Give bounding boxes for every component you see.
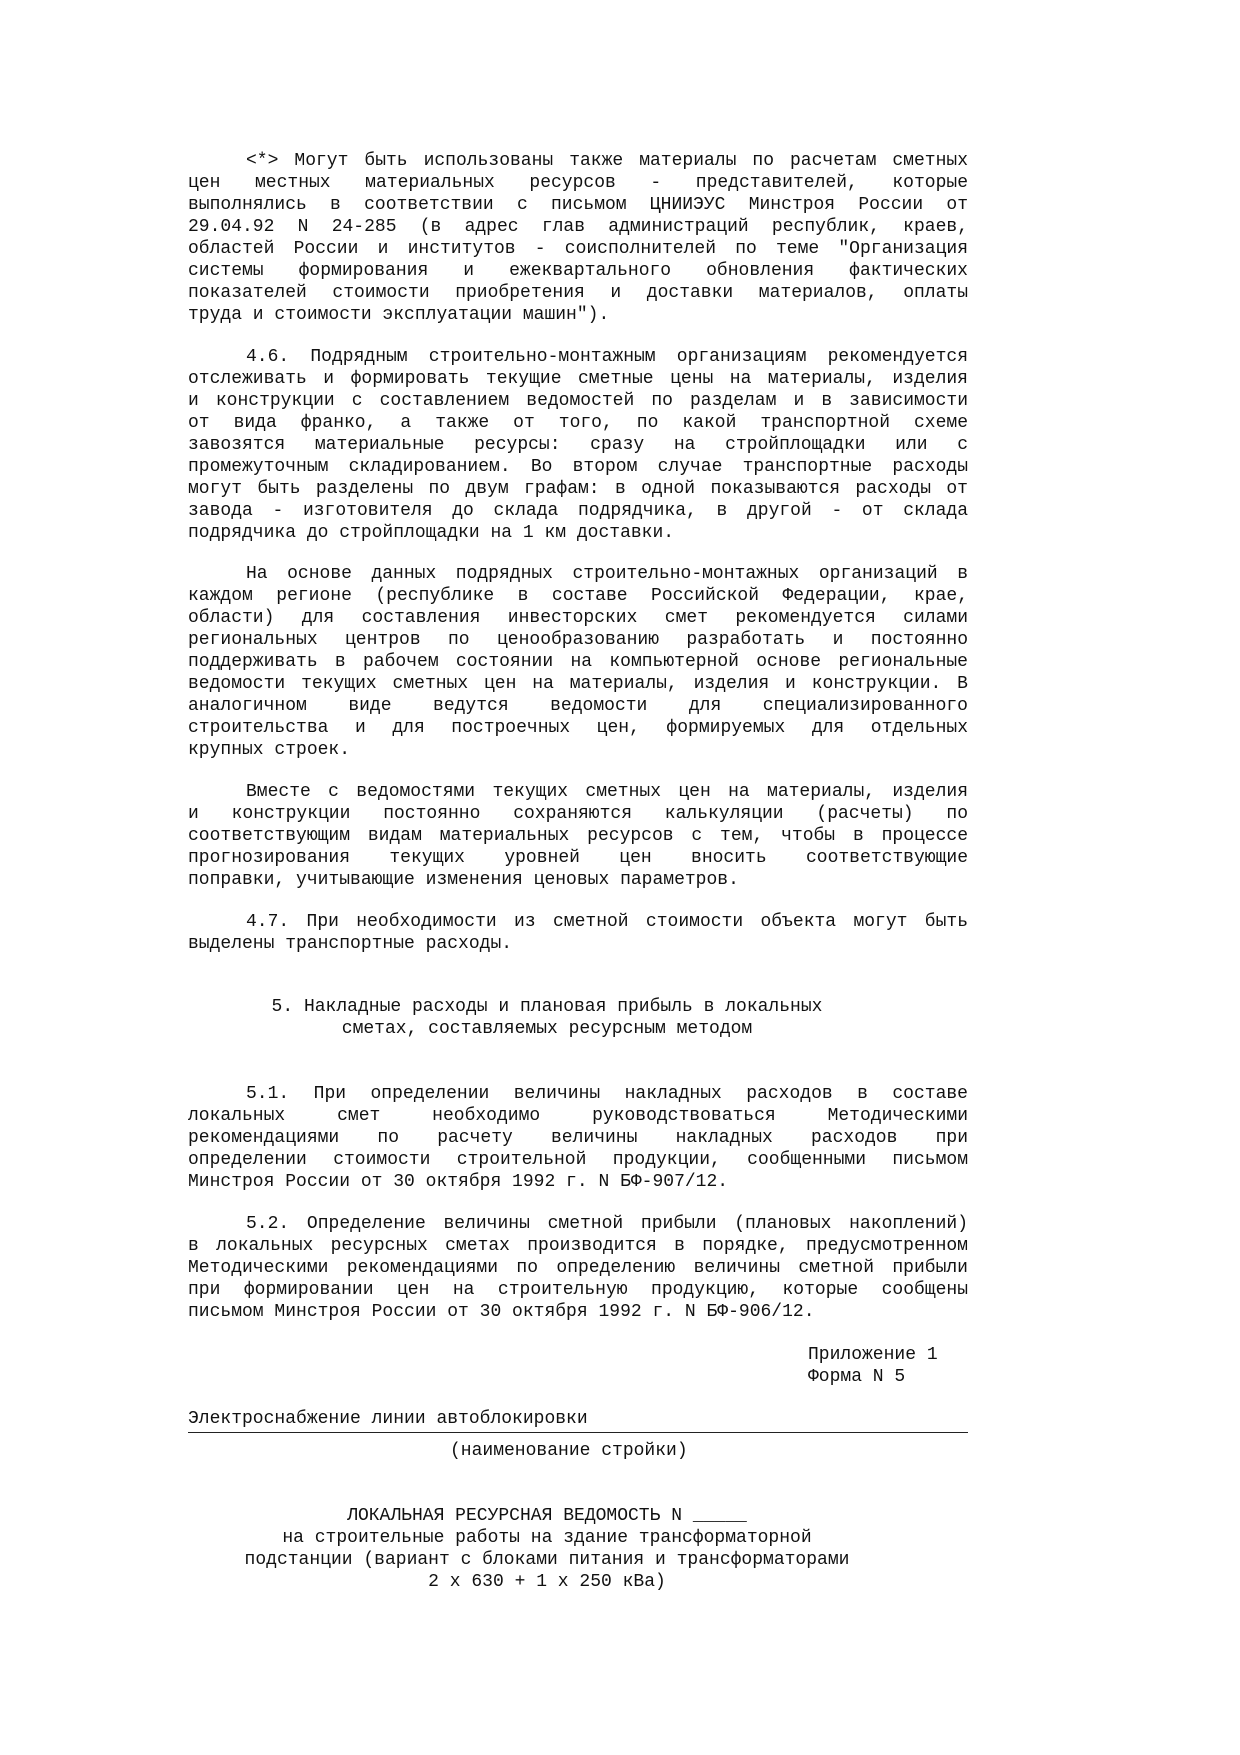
title-line: подстанции (вариант с блоками питания и трансформаторами	[244, 1550, 850, 1570]
text-line: областей России и институтов - соисполнителей по теме "Организация	[188, 239, 968, 259]
text-line: системы формирования и ежеквартального обновления фактических	[188, 261, 968, 281]
text-line: 5.1. При определении величины накладных расходов в составе	[246, 1084, 968, 1104]
underline-rule	[188, 1432, 968, 1433]
text-line: могут быть разделены по двум графам: в одной показываются расходы от	[188, 479, 968, 499]
text-line: строительства и для построечных цен, формируемых для отдельных	[188, 718, 968, 738]
text-line: определении стоимости строительной продукции, сообщенными письмом	[188, 1150, 968, 1170]
text-line: завозятся материальные ресурсы: сразу на стройплощадки или с	[188, 435, 968, 455]
text-line: поддерживать в рабочем состоянии на компьютерной основе региональные	[188, 652, 968, 672]
text-line: <*> Могут быть использованы также материалы по расчетам сметных	[246, 151, 968, 171]
text-line: каждом регионе (республике в составе Российской Федерации, крае,	[188, 586, 968, 606]
text-line: цен местных материальных ресурсов - представителей, которые	[188, 173, 968, 193]
title-line: ЛОКАЛЬНАЯ РЕСУРСНАЯ ВЕДОМОСТЬ N _____	[347, 1506, 747, 1526]
heading-line: 5. Накладные расходы и плановая прибыль в локальных	[271, 997, 823, 1017]
text-line: и конструкции постоянно сохраняются калькуляции (расчеты) по	[188, 804, 968, 824]
text-line: 29.04.92 N 24-285 (в адрес глав администраций республик, краев,	[188, 217, 968, 237]
text-line: Вместе с ведомостями текущих сметных цен на материалы, изделия	[246, 782, 968, 802]
text-line: поправки, учитывающие изменения ценовых параметров.	[188, 870, 739, 890]
construction-caption: (наименование стройки)	[450, 1441, 688, 1461]
text-line: 4.6. Подрядным строительно-монтажным организациям рекомендуется	[246, 347, 968, 367]
text-line: отслеживать и формировать текущие сметные цены на материалы, изделия	[188, 369, 968, 389]
text-line: письмом Минстроя России от 30 октября 1992 г. N БФ-906/12.	[188, 1302, 815, 1322]
form-number: Форма N 5	[808, 1367, 906, 1387]
text-line: в локальных ресурсных сметах производится в порядке, предусмотренном	[188, 1236, 968, 1256]
text-line: области) для составления инвесторских смет рекомендуется силами	[188, 608, 968, 628]
text-line: выделены транспортные расходы.	[188, 934, 513, 954]
text-line: рекомендациями по расчету величины накладных расходов при	[188, 1128, 968, 1148]
text-line: завода - изготовителя до склада подрядчика, в другой - от склада	[188, 501, 968, 521]
text-line: при формировании цен на строительную продукцию, которые сообщены	[188, 1280, 968, 1300]
construction-name: Электроснабжение линии автоблокировки	[188, 1409, 588, 1429]
text-line: выполнялись в соответствии с письмом ЦНИИЭУС Минстроя России от	[188, 195, 968, 215]
text-line: соответствующим видам материальных ресурсов с тем, чтобы в процессе	[188, 826, 968, 846]
text-line: прогнозирования текущих уровней цен вносить соответствующие	[188, 848, 968, 868]
heading-line: сметах, составляемых ресурсным методом	[341, 1019, 753, 1039]
text-line: Методическими рекомендациями по определению величины сметной прибыли	[188, 1258, 968, 1278]
text-line: На основе данных подрядных строительно-монтажных организаций в	[246, 564, 968, 584]
text-line: крупных строек.	[188, 740, 351, 760]
text-line: аналогичном виде ведутся ведомости для специализированного	[188, 696, 968, 716]
text-line: от вида франко, а также от того, по какой транспортной схеме	[188, 413, 968, 433]
text-line: и конструкции с составлением ведомостей по разделам и в зависимости	[188, 391, 968, 411]
title-line: на строительные работы на здание трансформаторной	[282, 1528, 812, 1548]
text-line: показателей стоимости приобретения и доставки материалов, оплаты	[188, 283, 968, 303]
text-line: локальных смет необходимо руководствоваться Методическими	[188, 1106, 968, 1126]
appendix-number: Приложение 1	[808, 1345, 938, 1365]
text-line: труда и стоимости эксплуатации машин").	[188, 305, 610, 325]
title-line: 2 х 630 + 1 х 250 кВа)	[428, 1572, 666, 1592]
text-line: подрядчика до стройплощадки на 1 км доставки.	[188, 523, 675, 543]
text-line: 5.2. Определение величины сметной прибыли (плановых накоплений)	[246, 1214, 968, 1234]
text-line: ведомости текущих сметных цен на материалы, изделия и конструкции. В	[188, 674, 968, 694]
text-line: Минстроя России от 30 октября 1992 г. N БФ-907/12.	[188, 1172, 729, 1192]
text-line: промежуточным складированием. Во втором случае транспортные расходы	[188, 457, 968, 477]
text-line: региональных центров по ценообразованию разработать и постоянно	[188, 630, 968, 650]
text-line: 4.7. При необходимости из сметной стоимости объекта могут быть	[246, 912, 968, 932]
